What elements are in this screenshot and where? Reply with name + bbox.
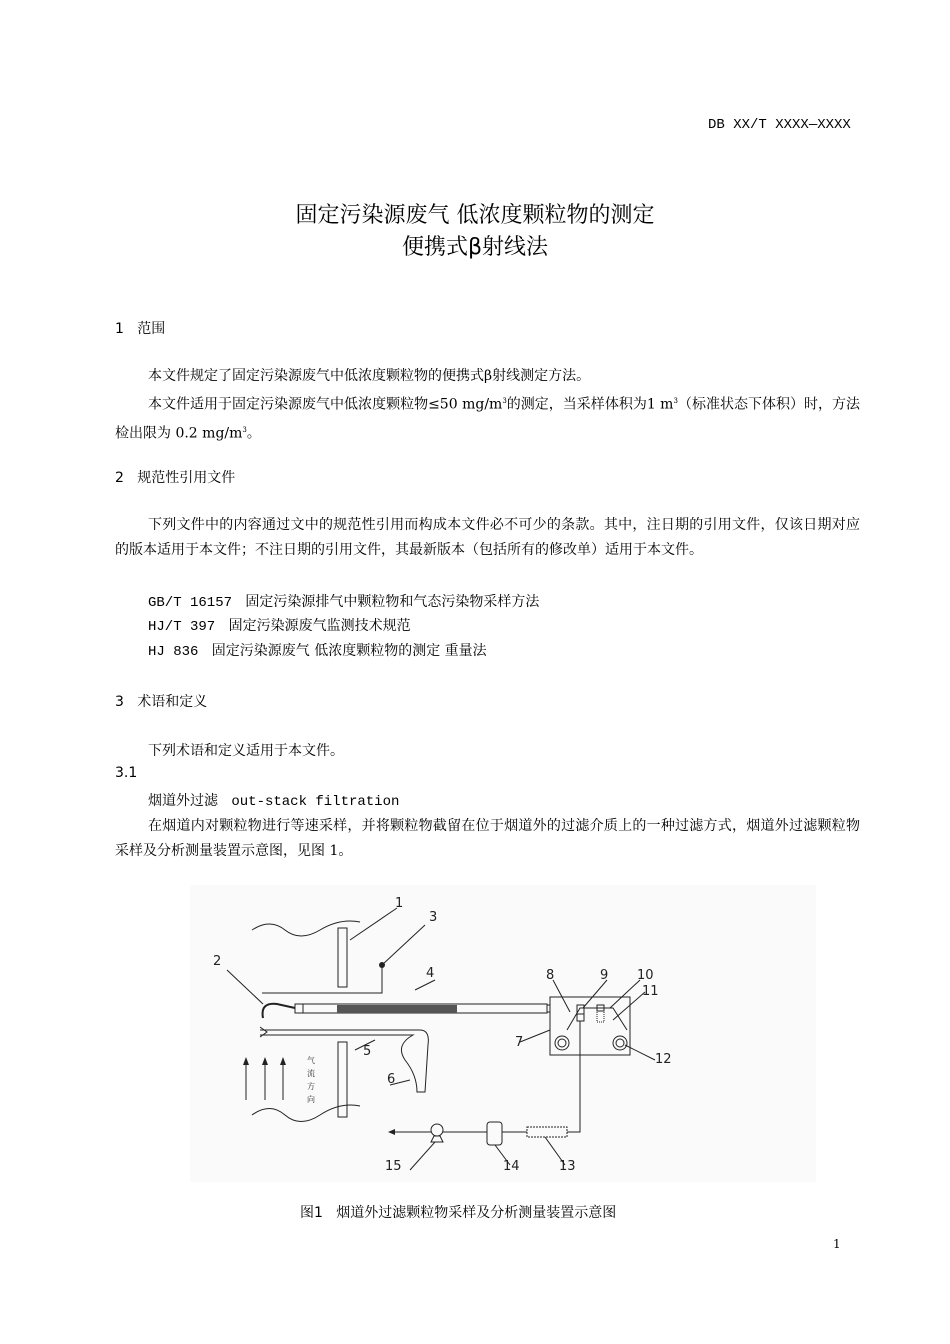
svg-text:3: 3	[429, 910, 438, 925]
svg-text:7: 7	[515, 1035, 524, 1050]
svg-text:方: 方	[307, 1082, 315, 1091]
term-definition: 在烟道内对颗粒物进行等速采样，并将颗粒物截留在位于烟道外的过滤介质上的一种过滤方式，烟道外过滤颗粒物采样及分析测量装置示意图，见图 1。	[115, 818, 860, 859]
section-2-heading: 2 规范性引用文件	[115, 470, 236, 486]
svg-text:流: 流	[307, 1069, 315, 1078]
figure-caption: 图1 烟道外过滤颗粒物采样及分析测量装置示意图	[300, 1205, 617, 1221]
svg-text:11: 11	[642, 984, 659, 999]
section-1-para-1: 本文件规定了固定污染源废气中低浓度颗粒物的便携式β射线测定方法。	[148, 368, 591, 384]
svg-text:4: 4	[426, 966, 435, 981]
section-3-para: 下列术语和定义适用于本文件。	[148, 743, 344, 759]
title-line2: 便携式β射线法	[401, 235, 549, 260]
title-line1: 固定污染源废气 低浓度颗粒物的测定	[295, 203, 655, 228]
page-number: 1	[833, 1237, 841, 1251]
reference-item: HJ 836 固定污染源废气 低浓度颗粒物的测定 重量法	[148, 643, 487, 660]
section-1-para-2: 本文件适用于固定污染源废气中低浓度颗粒物≤50 $mg/m^3$的测定，当采样体积为1 $m^3$（标准状态下体积）时，方法检出限为 0.2 $mg/m^3$。	[115, 396, 860, 442]
svg-text:10: 10	[637, 968, 654, 983]
term-number: 3.1	[115, 765, 138, 781]
svg-text:向: 向	[307, 1095, 315, 1104]
figure-1-diagram	[185, 880, 825, 1190]
svg-text:5: 5	[363, 1044, 372, 1059]
svg-text:6: 6	[387, 1072, 396, 1087]
svg-text:12: 12	[655, 1052, 672, 1067]
svg-text:15: 15	[385, 1159, 402, 1174]
reference-item: HJ/T 397 固定污染源废气监测技术规范	[148, 618, 411, 635]
svg-text:1: 1	[395, 896, 404, 911]
svg-text:8: 8	[546, 968, 555, 983]
svg-text:气: 气	[307, 1056, 315, 1065]
section-3-heading: 3 术语和定义	[115, 694, 208, 710]
svg-text:14: 14	[503, 1159, 520, 1174]
term-title: 烟道外过滤 out-stack filtration	[148, 793, 400, 810]
section-1-heading: 1 范围	[115, 321, 166, 337]
svg-text:13: 13	[559, 1159, 576, 1174]
svg-text:9: 9	[600, 968, 609, 983]
reference-item: GB/T 16157 固定污染源排气中颗粒物和气态污染物采样方法	[148, 594, 540, 611]
svg-text:2: 2	[213, 954, 222, 969]
doc-number: DB XX/T XXXX—XXXX	[708, 117, 851, 133]
section-2-para: 下列文件中的内容通过文中的规范性引用而构成本文件必不可少的条款。其中，注日期的引用文件，仅该日期对应的版本适用于本文件；不注日期的引用文件，其最新版本（包括所有的修改单）适用于本文件。	[115, 517, 860, 558]
